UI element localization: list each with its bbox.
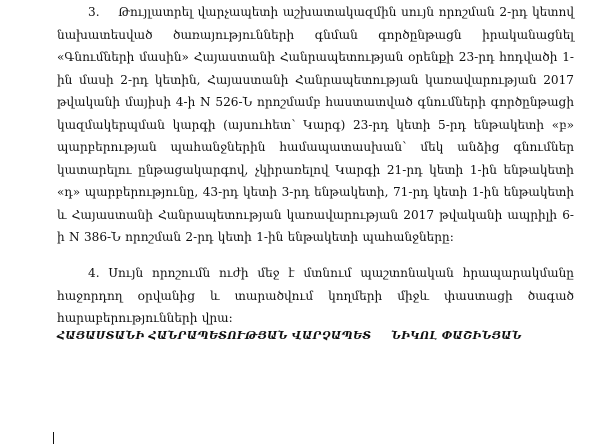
paragraph-3: 3. Թույլատրել վարչապետի աշխատակազմին սույն որոշման 2-րդ կետով նախատեսված ծառայությունների գնման գործընթացն իրականացնել «Գնումների մասին» Հայաստանի Հանրապետության օրենքի 23-րդ հոդվածի 1-ին մասի 2-րդ կետին, Հայաստանի Հանրապետության կառավարության 2017 թվականի մայիսի 4-ի N 526-Ն որոշմամբ հաստատված գնումների գործընթացի կազմակերպման կարգի (այսուհետ՝ Կարգ) 23-րդ կետի 5-րդ ենթակետի «բ» պարբերության պահանջներին համապատասխան՝ մեկ անձից գնումներ կատարելու ընթացակարգով, չկիրառելով Կարգի 21-րդ կետի 1-ին ենթակետի «դ» պարբերությունը, 43-րդ կետի 3-րդ ենթակետի, 71-րդ կետի 1-ին ենթակետի և Հայաստանի Հանրապետության կառավարության 2017 թվականի ապրիլի 6-ի N 386-Ն որոշման 2-րդ կետի 1-ին ենթակետի պահանջները: [57, 5, 574, 245]
paragraph-4: 4. Սույն որոշումն ուժի մեջ է մտնում պաշտոնական հրապարակմանը հաջորդող օրվանից և տարածվում կողմերի միջև փաստացի ծագած հարաբերությունների վրա: [57, 266, 574, 326]
signature-title: ՀԱՅԱՍՏԱՆԻ ՀԱՆՐԱՊԵՏՈՒԹՅԱՆ ՎԱՐՉԱՊԵՏ [57, 329, 372, 342]
text-cursor[interactable] [53, 432, 54, 444]
signature-name: ՆԻԿՈԼ ՓԱՇԻՆՅԱՆ [391, 329, 522, 342]
